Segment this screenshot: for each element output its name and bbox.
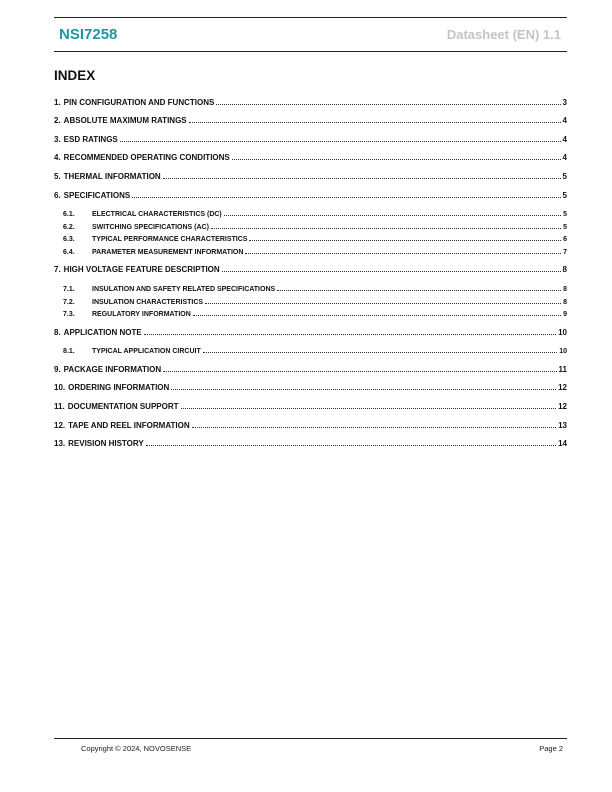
toc-entry-title: THERMAL INFORMATION bbox=[63, 172, 161, 181]
toc-entry[interactable] bbox=[54, 188, 567, 200]
toc-entry-title: INSULATION CHARACTERISTICS bbox=[92, 299, 204, 306]
toc-entry-page: 10 bbox=[559, 348, 567, 355]
toc-entry-number: 7.3. bbox=[63, 311, 75, 318]
toc-leader-dots bbox=[192, 426, 556, 428]
toc-entry-title: TYPICAL PERFORMANCE CHARACTERISTICS bbox=[92, 236, 248, 243]
toc-entry-title: APPLICATION NOTE bbox=[63, 328, 142, 337]
toc-entry-title: RECOMMENDED OPERATING CONDITIONS bbox=[63, 153, 230, 162]
toc-entry-title: SPECIFICATIONS bbox=[63, 191, 131, 200]
toc-leader-dots bbox=[171, 388, 556, 390]
toc-leader-dots bbox=[144, 333, 556, 335]
toc-leader-dots bbox=[181, 407, 557, 409]
toc-entry-title: TAPE AND REEL INFORMATION bbox=[68, 421, 190, 430]
toc-entry[interactable] bbox=[54, 262, 567, 274]
toc-entry-number: 12. bbox=[54, 421, 66, 430]
toc-entry[interactable] bbox=[54, 380, 567, 392]
toc-entry[interactable] bbox=[63, 206, 567, 218]
toc-entry[interactable] bbox=[63, 306, 567, 318]
toc-entry-number: 6.4. bbox=[63, 249, 75, 256]
toc-entry-title: PACKAGE INFORMATION bbox=[63, 365, 162, 374]
toc-leader-dots bbox=[216, 103, 560, 105]
toc-leader-dots bbox=[120, 140, 561, 142]
page-number: Page 2 bbox=[539, 744, 563, 753]
index-heading: INDEX bbox=[54, 68, 96, 83]
toc-entry-title: INSULATION AND SAFETY RELATED SPECIFICATIONS bbox=[92, 286, 276, 293]
toc-leader-dots bbox=[232, 158, 561, 160]
toc-entry-page: 6 bbox=[563, 236, 567, 243]
toc-entry-number: 6. bbox=[54, 191, 61, 200]
toc-entry[interactable] bbox=[54, 169, 567, 181]
toc-leader-dots bbox=[203, 351, 557, 353]
toc-entry-number: 1. bbox=[54, 98, 61, 107]
toc-entry[interactable] bbox=[63, 244, 567, 256]
toc-entry-number: 7. bbox=[54, 265, 61, 274]
toc-entry-title: DOCUMENTATION SUPPORT bbox=[67, 402, 179, 411]
toc-entry-page: 8 bbox=[562, 265, 567, 274]
toc-entry-number: 7.2. bbox=[63, 299, 75, 306]
toc-leader-dots bbox=[193, 314, 561, 316]
toc-entry-number: 10. bbox=[54, 383, 66, 392]
toc-entry-page: 8 bbox=[563, 286, 567, 293]
toc-entry-number: 5. bbox=[54, 172, 61, 181]
toc-entry-number: 8. bbox=[54, 328, 61, 337]
toc-entry-page: 4 bbox=[562, 135, 567, 144]
toc-entry-title: PIN CONFIGURATION AND FUNCTIONS bbox=[63, 98, 215, 107]
toc-entry[interactable] bbox=[54, 436, 567, 448]
toc-entry-title: ESD RATINGS bbox=[63, 135, 118, 144]
toc-entry-page: 12 bbox=[558, 402, 567, 411]
toc-leader-dots bbox=[146, 444, 556, 446]
toc-entry[interactable] bbox=[54, 150, 567, 162]
toc-leader-dots bbox=[205, 302, 561, 304]
toc-entry[interactable] bbox=[54, 113, 567, 125]
toc-entry-page: 5 bbox=[563, 211, 567, 218]
toc-entry[interactable] bbox=[54, 399, 567, 411]
toc-entry-title: PARAMETER MEASUREMENT INFORMATION bbox=[92, 249, 244, 256]
toc-entry-number: 6.1. bbox=[63, 211, 75, 218]
toc-leader-dots bbox=[222, 270, 561, 272]
toc-entry-number: 2. bbox=[54, 116, 61, 125]
toc-entry[interactable] bbox=[54, 362, 567, 374]
toc-entry[interactable] bbox=[63, 294, 567, 306]
toc-entry[interactable] bbox=[63, 343, 567, 355]
toc-entry-number: 9. bbox=[54, 365, 61, 374]
toc-leader-dots bbox=[163, 370, 556, 372]
toc-leader-dots bbox=[132, 196, 560, 198]
toc-entry[interactable] bbox=[54, 325, 567, 337]
toc-entry-page: 13 bbox=[558, 421, 567, 430]
toc-entry-page: 8 bbox=[563, 299, 567, 306]
toc-entry-page: 7 bbox=[563, 249, 567, 256]
toc-entry-page: 3 bbox=[562, 98, 567, 107]
toc-entry-title: ABSOLUTE MAXIMUM RATINGS bbox=[63, 116, 187, 125]
toc-entry-number: 7.1. bbox=[63, 286, 75, 293]
toc-entry[interactable] bbox=[54, 95, 567, 107]
toc-entry-title: REGULATORY INFORMATION bbox=[92, 311, 191, 318]
toc-leader-dots bbox=[249, 239, 561, 241]
toc-entry-page: 5 bbox=[562, 191, 567, 200]
toc-leader-dots bbox=[277, 289, 561, 291]
toc-entry-number: 6.3. bbox=[63, 236, 75, 243]
toc-entry-title: TYPICAL APPLICATION CIRCUIT bbox=[92, 348, 201, 355]
toc-entry-title: ORDERING INFORMATION bbox=[68, 383, 170, 392]
toc-entry-number: 11. bbox=[54, 402, 65, 411]
toc-entry-title: ELECTRICAL CHARACTERISTICS (DC) bbox=[92, 211, 222, 218]
toc-entry-page: 10 bbox=[558, 328, 567, 337]
toc-entry[interactable] bbox=[54, 132, 567, 144]
toc-entry-number: 8.1. bbox=[63, 348, 75, 355]
copyright-notice: Copyright © 2024, NOVOSENSE bbox=[81, 744, 192, 753]
toc-entry-page: 5 bbox=[563, 224, 567, 231]
document-version: Datasheet (EN) 1.1 bbox=[446, 27, 561, 42]
toc-entry-page: 4 bbox=[562, 116, 567, 125]
toc-entry-page: 11 bbox=[558, 365, 567, 374]
toc-entry-page: 4 bbox=[562, 153, 567, 162]
toc-entry-number: 6.2. bbox=[63, 224, 75, 231]
toc-entry-title: HIGH VOLTAGE FEATURE DESCRIPTION bbox=[63, 265, 220, 274]
toc-entry-page: 14 bbox=[558, 439, 567, 448]
toc-leader-dots bbox=[189, 121, 561, 123]
toc-entry-page: 9 bbox=[563, 311, 567, 318]
toc-entry-page: 12 bbox=[558, 383, 567, 392]
toc-entry[interactable] bbox=[54, 418, 567, 430]
toc-leader-dots bbox=[163, 177, 561, 179]
toc-entry[interactable] bbox=[63, 231, 567, 243]
toc-leader-dots bbox=[245, 252, 561, 254]
toc-entry[interactable] bbox=[63, 219, 567, 231]
toc-entry-number: 3. bbox=[54, 135, 61, 144]
toc-leader-dots bbox=[211, 227, 561, 229]
page-header bbox=[54, 17, 567, 52]
document-id: NSI7258 bbox=[59, 26, 118, 43]
toc-entry-title: REVISION HISTORY bbox=[68, 439, 144, 448]
toc-entry-number: 13. bbox=[54, 439, 66, 448]
toc-leader-dots bbox=[224, 214, 561, 216]
toc-entry-number: 4. bbox=[54, 153, 61, 162]
toc-entry-page: 5 bbox=[562, 172, 567, 181]
footer-divider bbox=[54, 738, 567, 739]
toc-entry-title: SWITCHING SPECIFICATIONS (AC) bbox=[92, 224, 209, 231]
toc-entry[interactable] bbox=[63, 281, 567, 293]
